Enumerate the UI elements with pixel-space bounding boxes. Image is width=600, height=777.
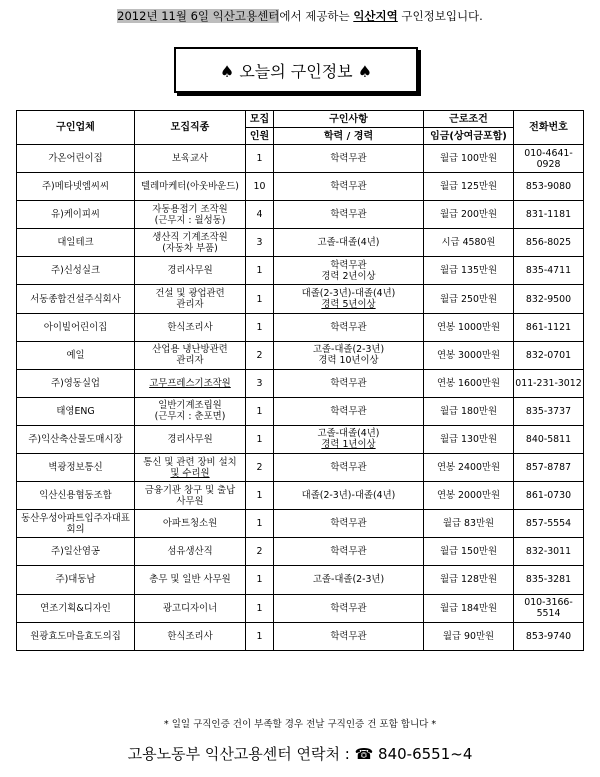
req-cell bbox=[274, 341, 424, 369]
wage-text: 월급 90만원 bbox=[442, 630, 495, 642]
phone-cell bbox=[514, 425, 584, 453]
wage-cell bbox=[424, 369, 514, 397]
req-cell bbox=[274, 594, 424, 622]
table-row bbox=[17, 369, 584, 397]
wage-text: 월급 250만원 bbox=[439, 293, 498, 305]
job-cell bbox=[135, 482, 246, 510]
req-text: 고졸-대졸(2-3년) bbox=[312, 344, 385, 356]
wage-cell bbox=[424, 425, 514, 453]
company-text: 원광효도마을효도의집 bbox=[30, 630, 121, 642]
count-cell bbox=[246, 285, 274, 313]
wage-cell bbox=[424, 454, 514, 482]
page-header bbox=[0, 8, 600, 24]
count-cell bbox=[246, 482, 274, 510]
req-text: 학력무관 bbox=[330, 377, 367, 389]
req-text: 학력무관 bbox=[330, 181, 367, 193]
col-req-sub: 학력 / 경력 bbox=[274, 128, 424, 145]
table-row bbox=[17, 566, 584, 594]
req-text: 경력 2년이상 bbox=[321, 270, 376, 282]
job-text: 금융기관 창구 및 출납 bbox=[144, 484, 236, 496]
table-row bbox=[17, 313, 584, 341]
phone-cell bbox=[514, 397, 584, 425]
req-text: 학력무관 bbox=[330, 462, 367, 474]
phone-cell bbox=[514, 510, 584, 538]
wage-cell bbox=[424, 566, 514, 594]
job-text: 경리사무원 bbox=[167, 433, 213, 445]
phone-cell bbox=[514, 145, 584, 173]
table-row bbox=[17, 201, 584, 229]
company-text: 서동종합건설주식회사 bbox=[30, 293, 121, 305]
col-cond-sub: 임금(상여금포함) bbox=[424, 128, 514, 145]
table-row bbox=[17, 397, 584, 425]
job-text: 경리사무원 bbox=[167, 265, 213, 277]
job-text: 통신 및 관련 장비 설치 bbox=[143, 456, 237, 468]
count-text: 1 bbox=[256, 518, 263, 530]
count-cell bbox=[246, 229, 274, 257]
company-cell bbox=[17, 454, 135, 482]
phone-cell bbox=[514, 566, 584, 594]
page-title: ♠ 오늘의 구인정보 ♠ bbox=[219, 61, 373, 81]
job-text: (근무지 : 월성동) bbox=[154, 214, 226, 226]
job-cell bbox=[135, 566, 246, 594]
req-text: 고졸-대졸(4년) bbox=[317, 428, 380, 440]
job-cell bbox=[135, 454, 246, 482]
header-region: 익산지역 bbox=[353, 9, 398, 23]
phone-cell bbox=[514, 482, 584, 510]
job-text: 및 수리원 bbox=[170, 467, 210, 479]
wage-cell bbox=[424, 201, 514, 229]
phone-cell bbox=[514, 201, 584, 229]
count-text: 2 bbox=[256, 349, 263, 361]
table-row bbox=[17, 510, 584, 538]
count-cell bbox=[246, 425, 274, 453]
wage-text: 월급 100만원 bbox=[439, 153, 498, 165]
phone-text: 832-3011 bbox=[525, 546, 572, 558]
company-cell bbox=[17, 341, 135, 369]
count-cell bbox=[246, 454, 274, 482]
req-text: 학력무관 bbox=[330, 405, 367, 417]
req-text: 학력무관 bbox=[330, 518, 367, 530]
req-cell bbox=[274, 201, 424, 229]
count-text: 1 bbox=[256, 293, 263, 305]
count-text: 1 bbox=[256, 153, 263, 165]
company-text: 유)케이피씨 bbox=[51, 209, 100, 221]
req-cell bbox=[274, 173, 424, 201]
req-text: 학력무관 bbox=[330, 153, 367, 165]
company-text: 주)신성실크 bbox=[51, 265, 100, 277]
phone-cell bbox=[514, 622, 584, 650]
phone-cell bbox=[514, 594, 584, 622]
req-text: 경력 5년이상 bbox=[321, 299, 376, 311]
phone-text: 840-5811 bbox=[525, 433, 572, 445]
phone-cell bbox=[514, 341, 584, 369]
job-cell bbox=[135, 538, 246, 566]
phone-cell bbox=[514, 229, 584, 257]
wage-text: 연봉 2400만원 bbox=[436, 462, 501, 474]
table-row bbox=[17, 454, 584, 482]
count-cell bbox=[246, 145, 274, 173]
wage-cell bbox=[424, 397, 514, 425]
phone-text: 832-9500 bbox=[525, 293, 572, 305]
wage-cell bbox=[424, 341, 514, 369]
phone-text: 853-9740 bbox=[525, 630, 572, 642]
req-cell bbox=[274, 397, 424, 425]
table-row bbox=[17, 538, 584, 566]
header-mid: 에서 제공하는 bbox=[279, 9, 354, 23]
job-cell bbox=[135, 510, 246, 538]
table-row bbox=[17, 145, 584, 173]
phone-cell bbox=[514, 454, 584, 482]
count-text: 2 bbox=[256, 462, 263, 474]
req-cell bbox=[274, 566, 424, 594]
col-count-2: 인원 bbox=[246, 128, 274, 145]
company-cell bbox=[17, 397, 135, 425]
company-cell bbox=[17, 257, 135, 285]
count-cell bbox=[246, 257, 274, 285]
wage-text: 연봉 3000만원 bbox=[436, 349, 501, 361]
job-text: 자동용접기 조작원 bbox=[152, 203, 228, 215]
count-cell bbox=[246, 201, 274, 229]
req-text: 학력무관 bbox=[330, 546, 367, 558]
table-row bbox=[17, 622, 584, 650]
job-text: 아파트청소원 bbox=[162, 518, 218, 530]
table-row bbox=[17, 173, 584, 201]
job-cell bbox=[135, 622, 246, 650]
col-company: 구인업체 bbox=[17, 111, 135, 145]
phone-cell bbox=[514, 313, 584, 341]
job-text: (자동차 부품) bbox=[162, 242, 218, 254]
count-text: 4 bbox=[256, 209, 263, 221]
phone-text: 857-5554 bbox=[525, 518, 572, 530]
job-cell bbox=[135, 369, 246, 397]
job-cell bbox=[135, 397, 246, 425]
wage-text: 연봉 1600만원 bbox=[436, 377, 501, 389]
req-text: 학력무관 bbox=[330, 630, 367, 642]
count-text: 10 bbox=[253, 181, 266, 193]
count-cell bbox=[246, 369, 274, 397]
table-row bbox=[17, 594, 584, 622]
phone-text: 861-0730 bbox=[525, 490, 572, 502]
req-text: 고졸-대졸(4년) bbox=[317, 237, 380, 249]
job-cell bbox=[135, 594, 246, 622]
wage-text: 연봉 2000만원 bbox=[436, 490, 501, 502]
req-cell bbox=[274, 145, 424, 173]
company-cell bbox=[17, 145, 135, 173]
job-cell bbox=[135, 425, 246, 453]
req-cell bbox=[274, 538, 424, 566]
company-text: 벽광정보통신 bbox=[48, 462, 103, 474]
req-cell bbox=[274, 313, 424, 341]
wage-text: 월급 135만원 bbox=[439, 265, 498, 277]
phone-cell bbox=[514, 285, 584, 313]
company-cell bbox=[17, 313, 135, 341]
wage-text: 월급 180만원 bbox=[439, 405, 498, 417]
company-text: 가온어린이집 bbox=[48, 153, 103, 165]
company-cell bbox=[17, 538, 135, 566]
phone-text: 010-4641-0928 bbox=[524, 147, 573, 170]
job-cell bbox=[135, 201, 246, 229]
job-text: 생산직 기계조작원 bbox=[152, 231, 228, 243]
company-cell bbox=[17, 369, 135, 397]
phone-text: 011-231-3012 bbox=[515, 377, 582, 389]
req-cell bbox=[274, 257, 424, 285]
company-cell bbox=[17, 594, 135, 622]
wage-cell bbox=[424, 257, 514, 285]
req-text: 고졸-대졸(2-3년) bbox=[312, 574, 385, 586]
count-cell bbox=[246, 313, 274, 341]
phone-text: 856-8025 bbox=[525, 237, 572, 249]
job-text: 한식조리사 bbox=[167, 630, 213, 642]
phone-text: 857-8787 bbox=[525, 462, 572, 474]
col-cond: 근로조건 bbox=[424, 111, 514, 128]
company-text: 회의 bbox=[66, 523, 85, 535]
phone-text: 853-9080 bbox=[525, 181, 572, 193]
count-cell bbox=[246, 173, 274, 201]
count-cell bbox=[246, 566, 274, 594]
job-text: 섬유생산직 bbox=[167, 546, 213, 558]
col-req: 구인사항 bbox=[274, 111, 424, 128]
table-row bbox=[17, 341, 584, 369]
contact-footer: 고용노동부 익산고용센터 연락처 : ☎ 840-6551~4 bbox=[127, 745, 473, 763]
company-text: 주)익산축산물도매시장 bbox=[28, 433, 123, 445]
job-text: 고무프레스기조작원 bbox=[149, 377, 231, 389]
req-cell bbox=[274, 454, 424, 482]
count-text: 1 bbox=[256, 433, 263, 445]
job-cell bbox=[135, 145, 246, 173]
req-text: 학력무관 bbox=[330, 602, 367, 614]
job-text: 한식조리사 bbox=[167, 321, 213, 333]
req-text: 대졸(2-3년)-대졸(4년) bbox=[301, 288, 396, 300]
wage-text: 월급 83만원 bbox=[442, 518, 495, 530]
company-cell bbox=[17, 425, 135, 453]
job-cell bbox=[135, 341, 246, 369]
table-row bbox=[17, 229, 584, 257]
job-text: 광고디자이너 bbox=[162, 602, 218, 614]
wage-cell bbox=[424, 622, 514, 650]
phone-text: 861-1121 bbox=[525, 321, 572, 333]
company-text: 주)대동남 bbox=[55, 574, 96, 586]
req-cell bbox=[274, 229, 424, 257]
job-cell bbox=[135, 173, 246, 201]
table-row bbox=[17, 285, 584, 313]
job-text: 건설 및 광업관련 bbox=[155, 288, 225, 300]
count-text: 2 bbox=[256, 546, 263, 558]
wage-cell bbox=[424, 145, 514, 173]
count-text: 1 bbox=[256, 265, 263, 277]
count-cell bbox=[246, 594, 274, 622]
table-row bbox=[17, 257, 584, 285]
company-text: 연조기획&디자인 bbox=[40, 602, 111, 614]
wage-text: 월급 184만원 bbox=[439, 602, 498, 614]
col-phone: 전화번호 bbox=[514, 111, 584, 145]
wage-cell bbox=[424, 510, 514, 538]
job-text: (근무지 : 춘포면) bbox=[154, 411, 226, 423]
company-cell bbox=[17, 173, 135, 201]
job-text: 산업용 냉난방관련 bbox=[152, 344, 228, 356]
wage-text: 월급 130만원 bbox=[439, 433, 498, 445]
company-text: 아이빌어린이집 bbox=[43, 321, 108, 333]
phone-text: 835-4711 bbox=[525, 265, 572, 277]
footnote: * 일일 구직인증 건이 부족할 경우 전날 구직인증 건 포함 합니다 * bbox=[163, 719, 437, 730]
count-text: 1 bbox=[256, 574, 263, 586]
wage-cell bbox=[424, 538, 514, 566]
company-text: 주)메타넷엠씨씨 bbox=[41, 181, 110, 193]
req-text: 학력무관 bbox=[330, 209, 367, 221]
company-text: 주)일산염공 bbox=[51, 546, 100, 558]
table-row bbox=[17, 482, 584, 510]
job-text: 일반기계조립원 bbox=[158, 400, 222, 412]
count-cell bbox=[246, 622, 274, 650]
req-text: 학력무관 bbox=[330, 259, 367, 271]
phone-text: 835-3281 bbox=[525, 574, 572, 586]
wage-cell bbox=[424, 482, 514, 510]
req-cell bbox=[274, 510, 424, 538]
company-text: 주)영동실업 bbox=[51, 377, 100, 389]
job-text: 관리자 bbox=[176, 299, 204, 311]
count-cell bbox=[246, 341, 274, 369]
job-cell bbox=[135, 229, 246, 257]
phone-text: 835-3737 bbox=[525, 405, 572, 417]
wage-cell bbox=[424, 285, 514, 313]
job-text: 총무 및 일반 사무원 bbox=[149, 574, 231, 586]
company-cell bbox=[17, 566, 135, 594]
wage-text: 월급 128만원 bbox=[439, 574, 498, 586]
phone-cell bbox=[514, 369, 584, 397]
phone-text: 832-0701 bbox=[525, 349, 572, 361]
company-cell bbox=[17, 285, 135, 313]
req-cell bbox=[274, 622, 424, 650]
company-text: 태영ENG bbox=[56, 405, 95, 417]
header-date-org: 2012년 11월 6일 익산고용센터 bbox=[117, 9, 280, 23]
wage-cell bbox=[424, 173, 514, 201]
company-cell bbox=[17, 201, 135, 229]
wage-text: 연봉 1000만원 bbox=[436, 321, 501, 333]
count-text: 3 bbox=[256, 377, 263, 389]
req-cell bbox=[274, 369, 424, 397]
count-text: 1 bbox=[256, 602, 263, 614]
company-cell bbox=[17, 510, 135, 538]
company-text: 대일테크 bbox=[57, 237, 94, 249]
company-text: 익산신용협동조합 bbox=[39, 490, 112, 502]
company-cell bbox=[17, 482, 135, 510]
req-text: 경력 10년이상 bbox=[318, 355, 379, 367]
count-text: 3 bbox=[256, 237, 263, 249]
company-cell bbox=[17, 229, 135, 257]
count-cell bbox=[246, 397, 274, 425]
table-row bbox=[17, 425, 584, 453]
count-cell bbox=[246, 538, 274, 566]
col-count-1: 모집 bbox=[246, 111, 274, 128]
wage-text: 월급 150만원 bbox=[439, 546, 498, 558]
count-text: 1 bbox=[256, 490, 263, 502]
req-cell bbox=[274, 285, 424, 313]
col-job: 모집직종 bbox=[135, 111, 246, 145]
job-text: 텔레마케터(아웃바운드) bbox=[141, 181, 239, 193]
job-cell bbox=[135, 313, 246, 341]
job-text: 사무원 bbox=[176, 495, 204, 507]
req-cell bbox=[274, 482, 424, 510]
wage-text: 시급 4580원 bbox=[441, 237, 496, 249]
header-tail: 구인정보입니다. bbox=[397, 9, 483, 23]
company-cell bbox=[17, 622, 135, 650]
count-cell bbox=[246, 510, 274, 538]
job-cell bbox=[135, 285, 246, 313]
job-cell bbox=[135, 257, 246, 285]
req-text: 학력무관 bbox=[330, 321, 367, 333]
wage-cell bbox=[424, 594, 514, 622]
req-cell bbox=[274, 425, 424, 453]
req-text: 대졸(2-3년)-대졸(4년) bbox=[301, 490, 396, 502]
phone-text: 831-1181 bbox=[525, 209, 572, 221]
job-table bbox=[16, 110, 584, 651]
wage-cell bbox=[424, 313, 514, 341]
wage-text: 월급 125만원 bbox=[439, 181, 498, 193]
phone-cell bbox=[514, 257, 584, 285]
wage-cell bbox=[424, 229, 514, 257]
phone-cell bbox=[514, 173, 584, 201]
wage-text: 월급 200만원 bbox=[439, 209, 498, 221]
count-text: 1 bbox=[256, 630, 263, 642]
title-box bbox=[174, 47, 418, 93]
phone-cell bbox=[514, 538, 584, 566]
company-text: 예일 bbox=[66, 349, 85, 361]
req-text: 경력 1년이상 bbox=[321, 439, 376, 451]
job-text: 관리자 bbox=[176, 355, 204, 367]
company-text: 동산우성아파트입주자대표 bbox=[21, 512, 130, 524]
count-text: 1 bbox=[256, 405, 263, 417]
job-text: 보육교사 bbox=[171, 153, 209, 165]
count-text: 1 bbox=[256, 321, 263, 333]
phone-text: 010-3166-5514 bbox=[524, 597, 573, 620]
